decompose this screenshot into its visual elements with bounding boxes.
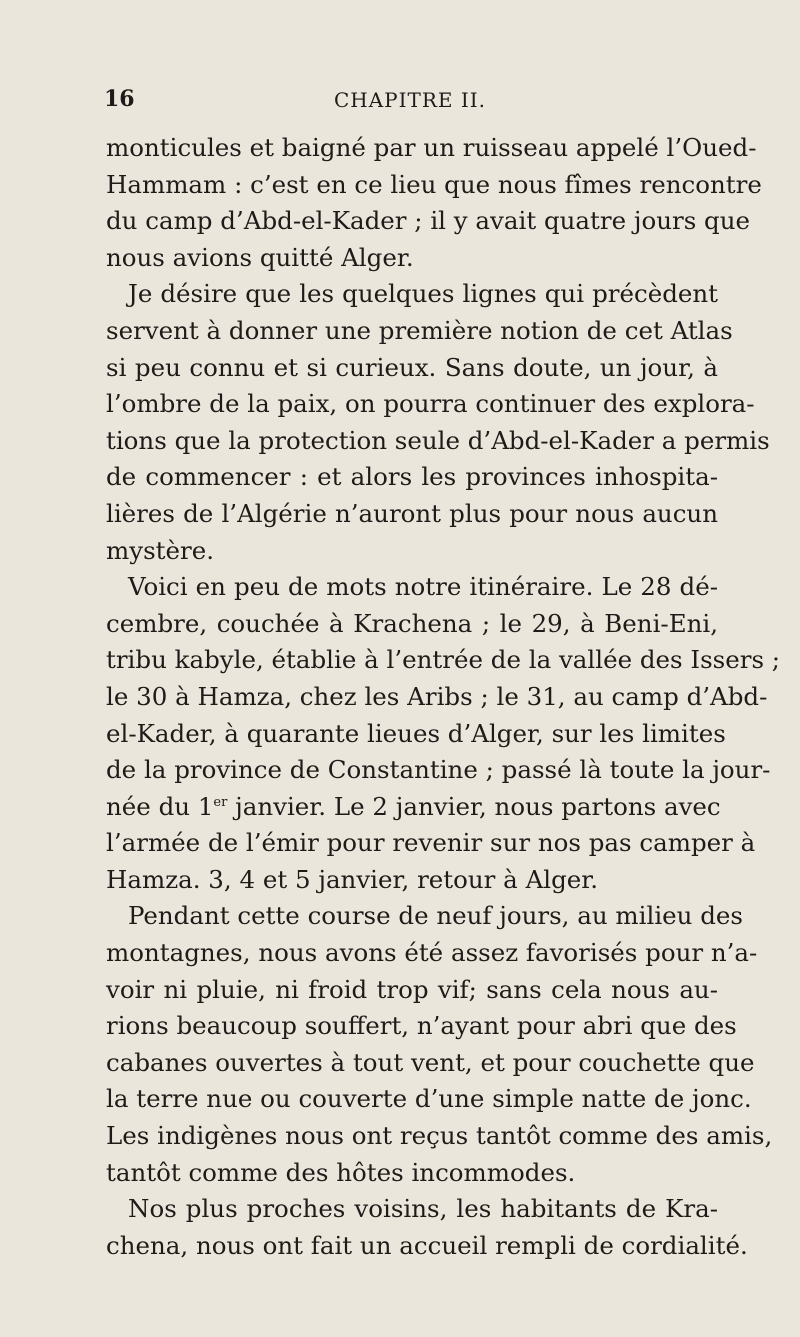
text-line: rions beaucoup souffert, n’ayant pour abri que des bbox=[106, 1011, 737, 1041]
text-line: mystère. bbox=[106, 535, 214, 565]
text-line: montagnes, nous avons été assez favorisés pour n’a- bbox=[106, 938, 758, 968]
text-line: voir ni pluie, ni froid trop vif; sans cela nous au- bbox=[106, 974, 718, 1004]
text-line: lières de l’Algérie n’auront plus pour nous aucun bbox=[106, 498, 718, 528]
text-line: Nos plus proches voisins, les habitants de Kra- bbox=[128, 1194, 718, 1224]
text-line: el-Kader, à quarante lieues d’Alger, sur les limites bbox=[106, 718, 726, 748]
text-line: Les indigènes nous ont reçus tantôt comme des amis, bbox=[106, 1121, 773, 1151]
text-line: servent à donner une première notion de cet Atlas bbox=[106, 315, 733, 345]
text-line: de la province de Constantine ; passé là toute la jour- bbox=[106, 755, 771, 785]
body-text bbox=[106, 130, 781, 1264]
text-line: la terre nue ou couverte d’une simple natte de jonc. bbox=[106, 1084, 752, 1114]
text-line: le 30 à Hamza, chez les Aribs ; le 31, au camp d’Abd- bbox=[106, 681, 768, 711]
text-line: nous avions quitté Alger. bbox=[106, 242, 414, 272]
text-line: tribu kabyle, établie à l’entrée de la vallée des Issers ; bbox=[106, 645, 781, 675]
text-line: tions que la protection seule d’Abd-el-Kader a permis bbox=[106, 425, 770, 455]
text-line: cembre, couchée à Krachena ; le 29, à Beni-Eni, bbox=[106, 608, 718, 638]
text-line: Pendant cette course de neuf jours, au milieu des bbox=[128, 901, 743, 931]
text-line: Voici en peu de mots notre itinéraire. Le 28 dé- bbox=[128, 572, 718, 602]
text-line: du camp d’Abd-el-Kader ; il y avait quatre jours que bbox=[106, 206, 751, 236]
text-line: Hammam : c’est en ce lieu que nous fîmes rencontre bbox=[106, 169, 762, 199]
text-line: Hamza. 3, 4 et 5 janvier, retour à Alger. bbox=[106, 864, 599, 894]
text-line: de commencer : et alors les provinces inhospita- bbox=[106, 462, 718, 492]
text-line: l’ombre de la paix, on pourra continuer des explora- bbox=[106, 389, 755, 419]
text-line: si peu connu et si curieux. Sans doute, un jour, à bbox=[106, 352, 718, 382]
text-line: tantôt comme des hôtes incommodes. bbox=[106, 1157, 576, 1187]
text-fragment: janvier. Le 2 janvier, nous partons avec bbox=[227, 791, 721, 821]
text-line: Je désire que les quelques lignes qui précèdent bbox=[128, 279, 718, 309]
text-fragment: née du 1 bbox=[106, 791, 214, 821]
text-line-with-superscript bbox=[106, 789, 721, 826]
text-line: l’armée de l’émir pour revenir sur nos pas camper à bbox=[106, 828, 756, 858]
page-number: 16 bbox=[104, 86, 135, 112]
superscript-ordinal: er bbox=[213, 794, 228, 810]
text-line: chena, nous ont fait un accueil rempli de cordialité. bbox=[106, 1230, 748, 1260]
running-head: CHAPITRE II. bbox=[333, 88, 487, 112]
text-line: monticules et baigné par un ruisseau appelé l’Oued- bbox=[106, 133, 757, 162]
text-line: cabanes ouvertes à tout vent, et pour couchette que bbox=[106, 1047, 755, 1077]
page-header bbox=[104, 86, 716, 118]
